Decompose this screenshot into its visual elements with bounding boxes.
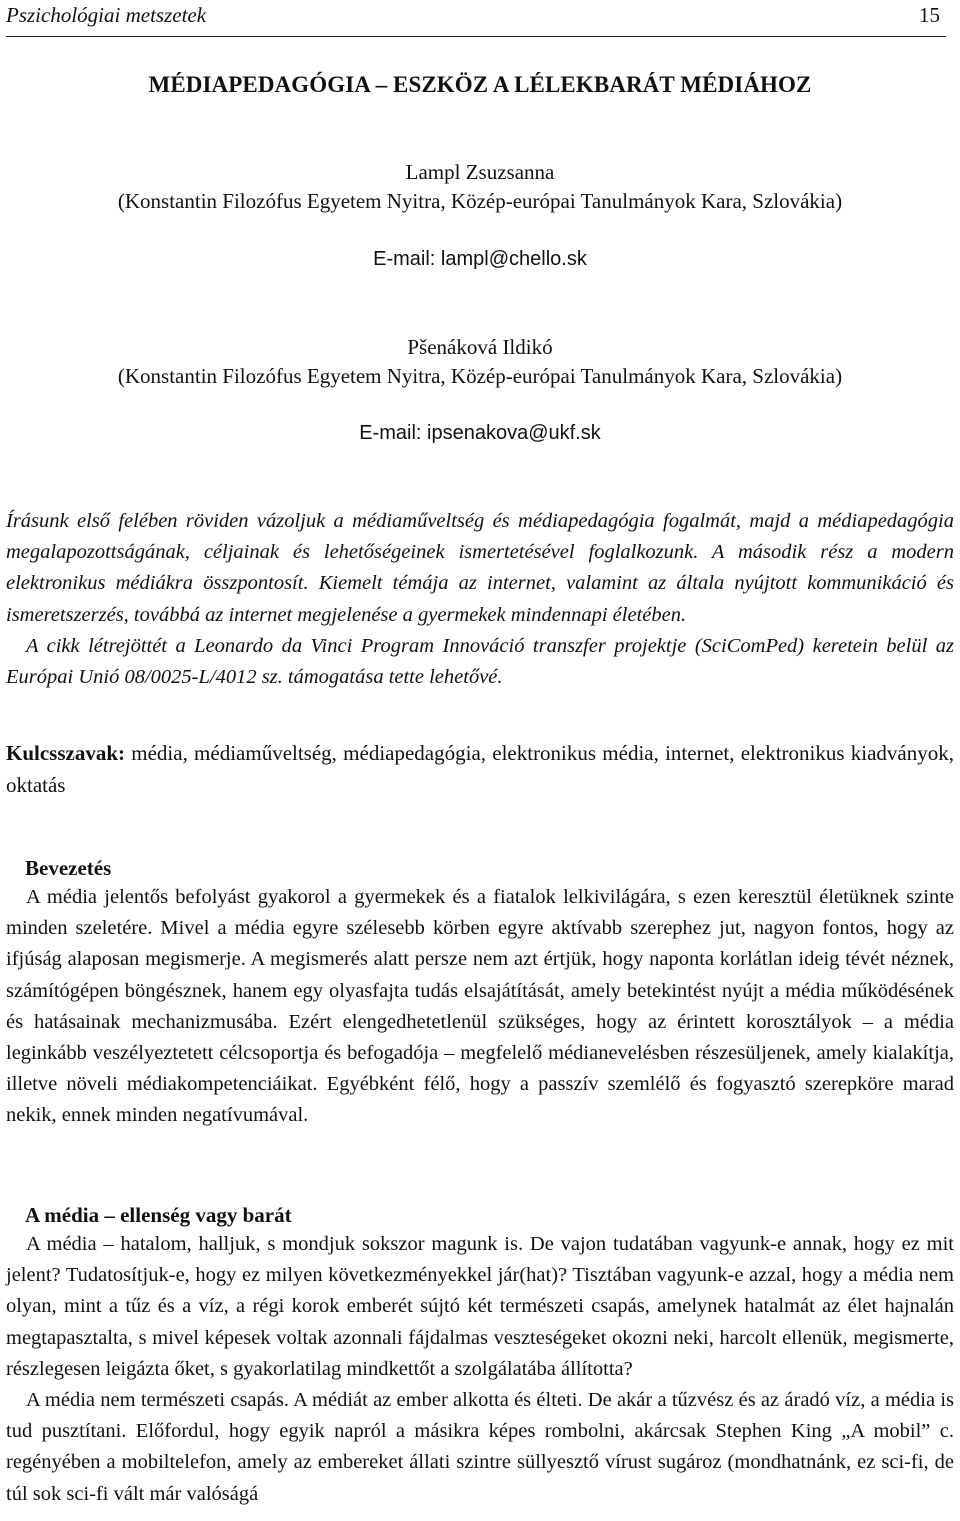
- keywords-list: média, médiaműveltség, médiapedagógia, elektronikus média, internet, elektronikus kiadványok, oktatás: [6, 741, 954, 797]
- abstract-funding-note: A cikk létrejöttét a Leonardo da Vinci Program Innováció transzfer projektje (SciComPed) keretein belül az Európai Unió 08/0025-L/4012 sz. támogatása tette lehetővé.: [6, 634, 954, 689]
- author-name: Pšenáková Ildikó: [407, 335, 553, 359]
- running-title: Pszichológiai metszetek: [6, 3, 207, 27]
- author-name: Lampl Zsuzsanna: [405, 160, 555, 184]
- running-header: [6, 0, 946, 37]
- author-affiliation: (Konstantin Filozófus Egyetem Nyitra, Közép-európai Tanulmányok Kara, Szlovákia): [117, 189, 843, 213]
- keywords: [6, 738, 954, 801]
- body-paragraph: A média – hatalom, halljuk, s mondjuk sokszor magunk is. De vajon tudatában vagyunk-e annak, hogy ez mit jelent? Tudatosítjuk-e, hogy ez milyen következményekkel jár(hat)? Tisztában vagyunk-e azzal, hogy a média nem olyan, mint a tűz és a víz, a régi korok emberét sújtó két természeti csapás, amelynek hatalmát az élet hajnalán megtapasztalta, s mivel képesek voltak azonnali fájdalmas veszteségeket okozni neki, harcolt ellenük, megismerte, részlegesen leigázta őket, s gyakorlatilag mindkettőt a szolgálatába állította?: [6, 1233, 954, 1380]
- page-number: 15: [919, 3, 940, 27]
- section-heading: Bevezetés: [25, 856, 112, 880]
- author-email: E-mail: ipsenakova@ukf.sk: [359, 422, 601, 444]
- paper-title: MÉDIAPEDAGÓGIA – ESZKÖZ A LÉLEKBARÁT MÉDIÁHOZ: [148, 72, 812, 97]
- body-paragraph: A média nem természeti csapás. A médiát az ember alkotta és élteti. De akár a tűzvész és az áradó víz, a média is tud pusztítani. Előfordul, hogy egyik napról a másikra képes rombolni, akárcsak Stephen King „A mobil” c. regényében a mobiltelefon, amely az embereket állati szintre süllyesztő vírust sugároz (mondhatnánk, ez sci-fi, de túl sok sci-fi vált már valóságá: [6, 1389, 954, 1505]
- keywords-label: Kulcsszavak:: [6, 741, 126, 765]
- section-heading: A média – ellenség vagy barát: [25, 1203, 292, 1227]
- body-paragraph: A média jelentős befolyást gyakorol a gyermekek és a fiatalok lelkivilágára, s ezen keresztül életüknek szinte minden szeletére. Mivel a média egyre szélesebb körben egyre aktívabb szerephez jut, nagyon fontos, hogy az ifjúság alaposan megismerje. A megismerés alatt persze nem azt értjük, hogy naponta korlátlan ideig tévét néznek, számítógépen böngésznek, hanem egy olyasfajta tudás elsajátítását, amely betekintést nyújt a média működésének és hatásainak mechanizmusába. Ezért elengedhetetlenül szükséges, hogy az érintett korosztályok – a média leginkább veszélyeztetett célcsoportja és befogadója – megfelelő médianevelésben részesüljenek, amely kialakítja, illetve növeli médiakompetenciáikat. Egyébként félő, hogy a passzív szemlélő és fogyasztó szerepköre marad nekik, ennek minden negatívumával.: [6, 886, 954, 1127]
- section-body: [6, 1229, 954, 1510]
- section-body: [6, 882, 954, 1132]
- author-affiliation: (Konstantin Filozófus Egyetem Nyitra, Közép-európai Tanulmányok Kara, Szlovákia): [117, 364, 843, 388]
- abstract: [6, 506, 954, 693]
- author-email: E-mail: lampl@chello.sk: [373, 248, 587, 270]
- abstract-paragraph: Írásunk első felében röviden vázoljuk a médiaműveltség és médiapedagógia fogalmát, majd a médiapedagógia megalapozottságának, céljainak és lehetőségeinek ismertetésével foglalkozunk. A második rész a modern elektronikus médiákra összpontosít. Kiemelt témája az internet, valamint az általa nyújtott kommunikáció és ismeretszerzés, továbbá az internet megjelenése a gyermekek mindennapi életében.: [6, 510, 954, 626]
